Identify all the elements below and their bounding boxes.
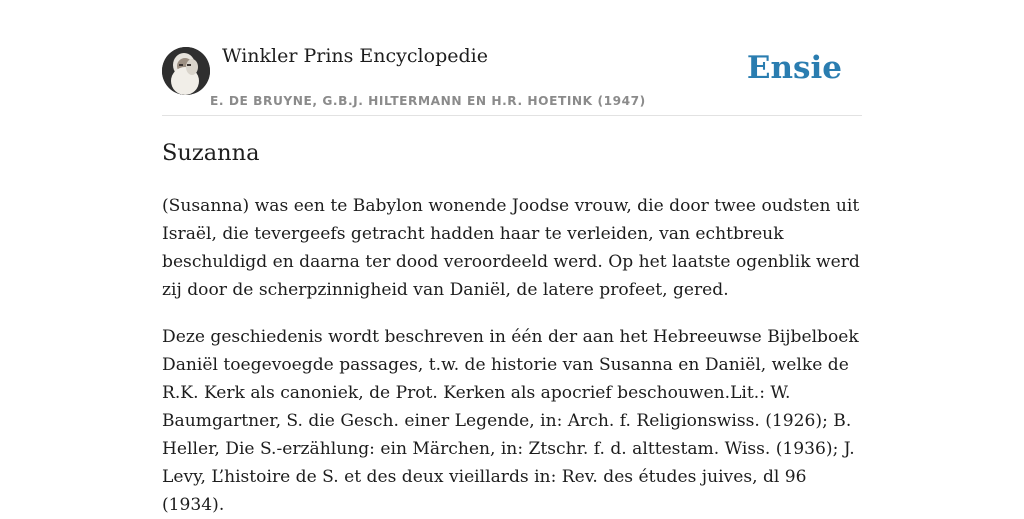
article-title: Suzanna bbox=[162, 140, 260, 166]
brand-logo[interactable]: Ensie bbox=[746, 50, 842, 86]
article-card bbox=[162, 0, 862, 515]
bearded-man-portrait-icon bbox=[162, 47, 210, 95]
header-divider bbox=[162, 115, 862, 116]
article-paragraph-2: Deze geschiedenis wordt beschreven in één der aan het Hebreeuwse Bijbelboek Daniël toegevoegde passages, t.w. de historie van Susanna en Daniël, welke de R.K. Kerk als canoniek, de Prot. Kerken als apocrief beschouwen.Lit.: W. Baumgartner, S. die Gesch. einer Legende, in: Arch. f. Religionswiss. (1926); B. Heller, Die S.-erzählung: ein Märchen, in: Ztschr. f. d. alttestam. Wiss. (1936); J. Levy, L’histoire de S. et des deux vieillards in: Rev. des études juives, dl 96 (1934). bbox=[162, 327, 859, 515]
authors-credit: E. DE BRUYNE, G.B.J. HILTERMANN EN H.R. HOETINK (1947) bbox=[210, 94, 646, 108]
encyclopedia-title[interactable]: Winkler Prins Encyclopedie bbox=[222, 45, 488, 67]
author-avatar-icon bbox=[162, 47, 210, 95]
article-paragraph-1: (Susanna) was een te Babylon wonende Joodse vrouw, die door twee oudsten uit Israël, die tevergeefs getracht hadden haar te verleiden, van echtbreuk beschuldigd en daarna ter dood veroordeeld werd. Op het laatste ogenblik werd zij door de scherpzinnigheid van Daniël, de latere profeet, gered. bbox=[162, 196, 860, 300]
